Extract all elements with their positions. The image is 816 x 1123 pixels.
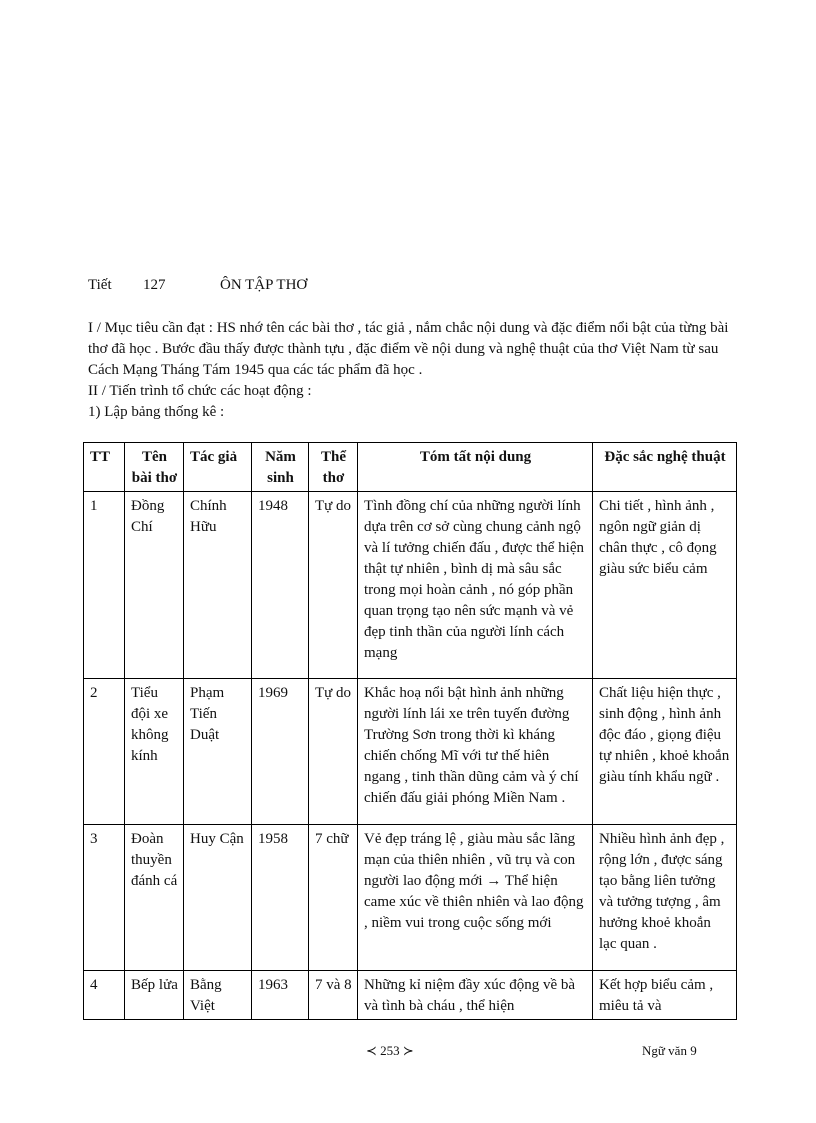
row-summary: Khắc hoạ nổi bật hình ảnh những người lính lái xe trên tuyến đường Trường Sơn trong thời kì kháng chiến chống Mĩ với tư thế hiên ngang , tinh thần dũng cảm và ý chí chiến đấu giải phóng Miền Nam . xyxy=(358,679,593,825)
row-form: 7 chữ xyxy=(309,825,358,971)
row-summary: Vẻ đẹp tráng lệ , giàu màu sắc lãng mạn của thiên nhiên , vũ trụ và con người lao động mới → Thể hiện came xúc về thiên nhiên và lao động , niềm vui trong cuộc sống mới xyxy=(358,825,593,971)
row-tt: 2 xyxy=(84,679,125,825)
intro-section xyxy=(88,318,738,423)
row-form: Tự do xyxy=(309,492,358,679)
row-year: 1958 xyxy=(252,825,309,971)
table-row xyxy=(84,825,737,971)
header-form: Thể thơ xyxy=(309,443,358,492)
row-summary: Tình đồng chí của những người lính dựa trên cơ sở cùng chung cảnh ngộ và lí tưởng chiến đấu , được thể hiện thật tự nhiên , bình dị mà sâu sắc trong mọi hoàn cảnh , nó góp phần quan trọng tạo nên sức mạnh và vẻ đẹp tinh thần của người lính cách mạng xyxy=(358,492,593,679)
header-tt: TT xyxy=(84,443,125,492)
row-year: 1963 xyxy=(252,971,309,1020)
table-row xyxy=(84,971,737,1020)
row-year: 1948 xyxy=(252,492,309,679)
process-heading: II / Tiến trình tổ chức các hoạt động : xyxy=(88,383,312,399)
table-row xyxy=(84,679,737,825)
header-year: Năm sinh xyxy=(252,443,309,492)
row-author: Huy Cận xyxy=(184,825,252,971)
row-author: Chính Hữu xyxy=(184,492,252,679)
subject-label: Ngữ văn 9 xyxy=(642,1043,697,1058)
row-form: 7 và 8 xyxy=(309,971,358,1020)
lesson-number: 127 xyxy=(143,277,166,293)
page-number: ≺ 253 ≻ xyxy=(366,1043,414,1058)
row-tt: 1 xyxy=(84,492,125,679)
row-art: Chi tiết , hình ảnh , ngôn ngữ giản dị chân thực , cô đọng giàu sức biểu cảm xyxy=(593,492,737,679)
row-art: Chất liệu hiện thực , sinh động , hình ảnh độc đáo , giọng điệu tự nhiên , khoẻ khoắn giàu tính khẩu ngữ . xyxy=(593,679,737,825)
row-tt: 3 xyxy=(84,825,125,971)
row-tt: 4 xyxy=(84,971,125,1020)
row-art: Nhiều hình ảnh đẹp , rộng lớn , được sáng tạo bằng liên tưởng và tưởng tượng , âm hưởng khoẻ khoắn lạc quan . xyxy=(593,825,737,971)
row-author: Phạm Tiến Duật xyxy=(184,679,252,825)
header-summary: Tóm tất nội dung xyxy=(358,443,593,492)
row-author: Bằng Việt xyxy=(184,971,252,1020)
row-year: 1969 xyxy=(252,679,309,825)
table-row xyxy=(84,492,737,679)
header-name: Tên bài thơ xyxy=(125,443,184,492)
poetry-stats-table xyxy=(83,442,737,1020)
row-form: Tự do xyxy=(309,679,358,825)
header-author: Tác giả xyxy=(184,443,252,492)
step1-heading: 1) Lập bảng thống kê : xyxy=(88,404,225,420)
lesson-label: Tiết xyxy=(88,277,112,293)
table-header-row xyxy=(84,443,737,492)
lesson-title: ÔN TẬP THƠ xyxy=(220,277,308,293)
row-summary: Những kỉ niệm đầy xúc động về bà và tình bà cháu , thể hiện xyxy=(358,971,593,1020)
row-name: Bếp lửa xyxy=(125,971,184,1020)
row-name: Đoàn thuyền đánh cá xyxy=(125,825,184,971)
header-art: Đặc sắc nghệ thuật xyxy=(593,443,737,492)
row-name: Đồng Chí xyxy=(125,492,184,679)
row-art: Kết hợp biểu cảm , miêu tả và xyxy=(593,971,737,1020)
objective-paragraph: I / Mục tiêu cần đạt : HS nhớ tên các bài thơ , tác giả , nắm chắc nội dung và đặc điểm nổi bật của từng bài thơ đã học . Bước đầu thấy được thành tựu , đặc điểm về nội dung và nghệ thuật của thơ Việt Nam từ sau Cách Mạng Tháng Tám 1945 qua các tác phẩm đã học . xyxy=(88,320,729,378)
row-name: Tiểu đội xe không kính xyxy=(125,679,184,825)
